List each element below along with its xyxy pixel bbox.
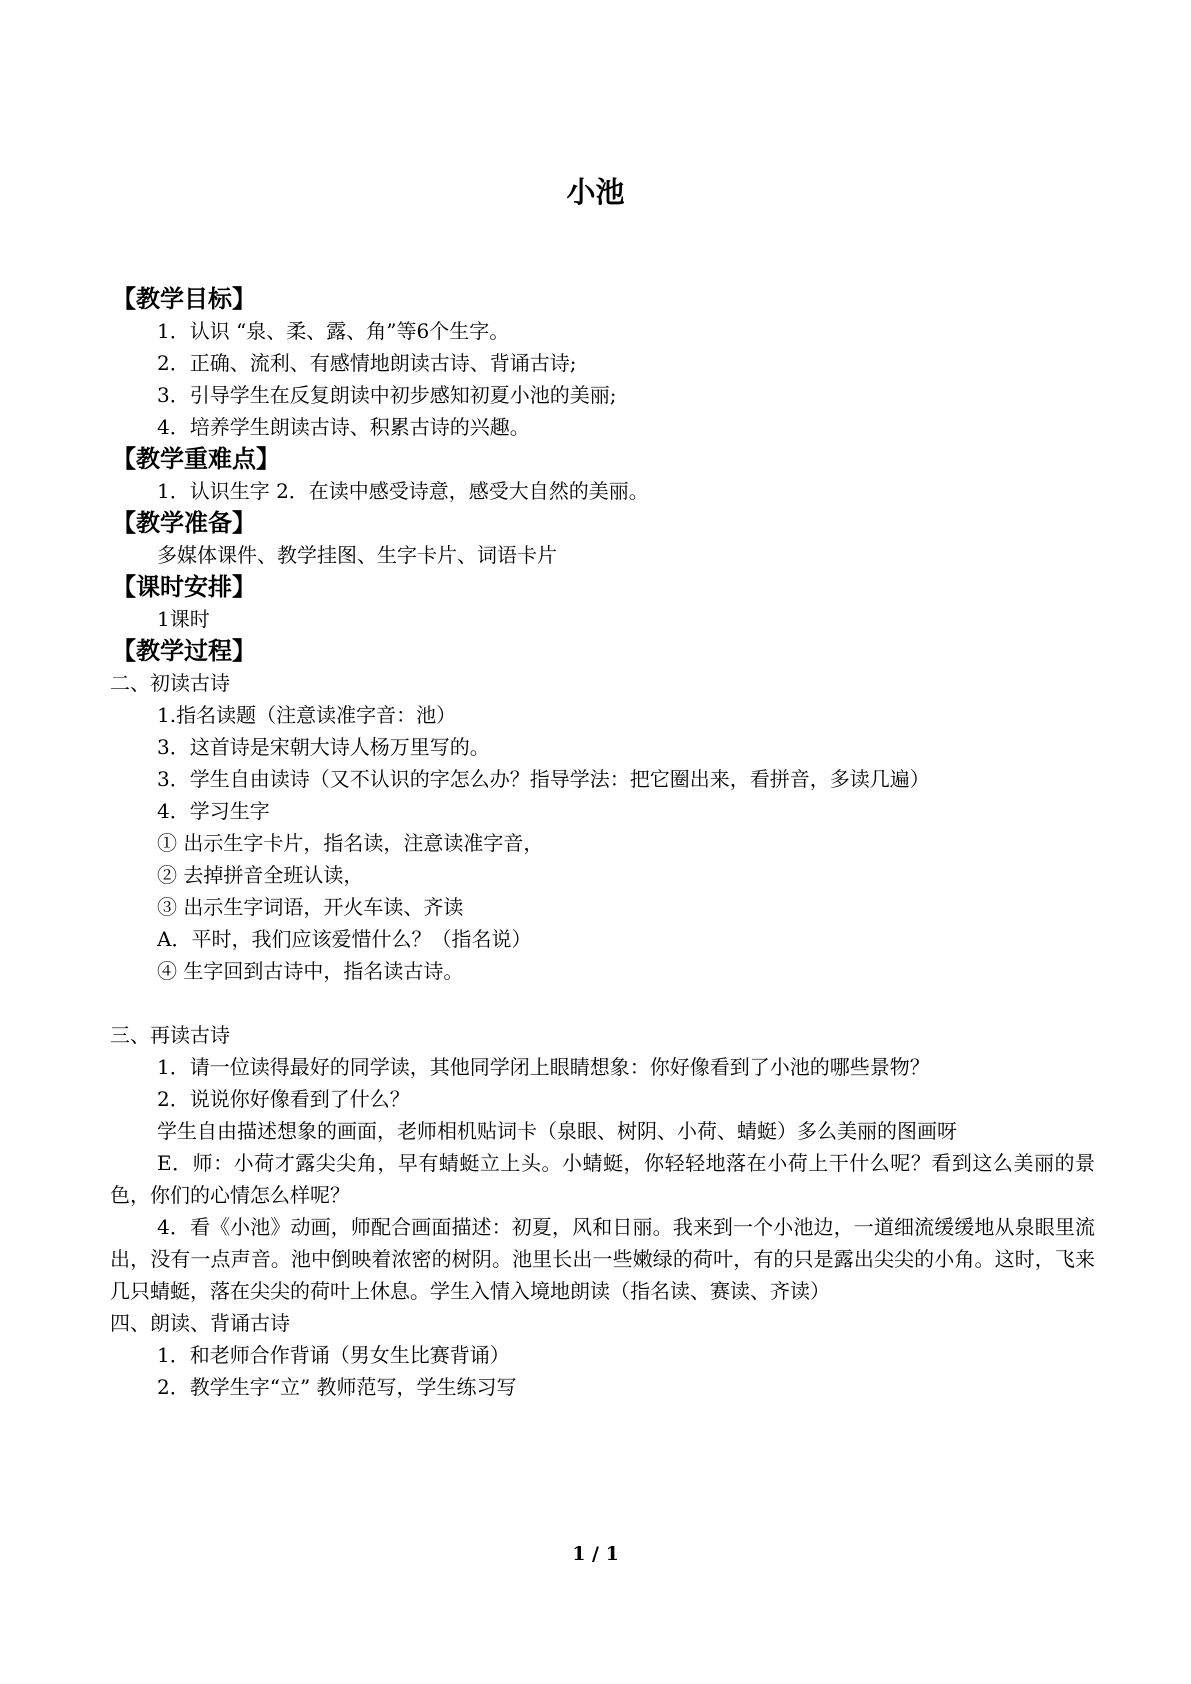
spacer	[110, 987, 1095, 1019]
process-heading: 【教学过程】	[112, 637, 256, 665]
process-step: ① 出示生字卡片，指名读，注意读准字音，	[157, 831, 544, 855]
process-paragraph: 学生自由描述想象的画面，老师相机贴词卡（泉眼、树阴、小荷、蜻蜓）多么美丽的图画呀	[157, 1119, 957, 1143]
objective-item: 1．认识 “泉、柔、露、角”等6个生字。	[157, 319, 510, 343]
preparation-heading: 【教学准备】	[112, 509, 256, 537]
process-step: ② 去掉拼音全班认读，	[157, 863, 364, 887]
process-step: 2．说说你好像看到了什么？	[157, 1087, 410, 1111]
process-step: 4．学习生字	[157, 799, 270, 823]
process-part4-title: 四、朗读、背诵古诗	[110, 1311, 290, 1335]
process-step: ③ 出示生字词语，开火车读、齐读	[157, 895, 464, 919]
objectives-heading: 【教学目标】	[112, 285, 256, 313]
process-step: 2．教学生字“立” 教师范写，学生练习写	[157, 1375, 517, 1399]
process-step: A．平时，我们应该爱惜什么？（指名说）	[157, 927, 532, 951]
objective-item: 3．引导学生在反复朗读中初步感知初夏小池的美丽;	[157, 383, 617, 407]
process-step: 1．请一位读得最好的同学读，其他同学闭上眼睛想象：你好像看到了小池的哪些景物？	[157, 1055, 930, 1079]
key-points-heading: 【教学重难点】	[112, 445, 280, 473]
schedule-heading: 【课时安排】	[112, 573, 256, 601]
process-part3-title: 三、再读古诗	[110, 1023, 230, 1047]
process-step: ④ 生字回到古诗中，指名读古诗。	[157, 959, 464, 983]
objective-item: 4．培养学生朗读古诗、积累古诗的兴趣。	[157, 415, 530, 439]
page-number: 1 / 1	[572, 1543, 619, 1565]
process-paragraph: E．师：小荷才露尖尖角，早有蜻蜓立上头。小蜻蜓，你轻轻地落在小荷上干什么呢？看到这么美丽的景色，你们的心情怎么样呢？	[110, 1151, 1095, 1207]
key-point-item: 1．认识生字 2．在读中感受诗意，感受大自然的美丽。	[157, 479, 649, 503]
document-body	[110, 283, 1095, 1403]
schedule-item: 1课时	[157, 607, 210, 631]
process-step: 3．这首诗是宋朝大诗人杨万里写的。	[157, 735, 490, 759]
process-step: 1.指名读题（注意读准字音：池）	[157, 703, 457, 727]
process-step: 1．和老师合作背诵（男女生比赛背诵）	[157, 1343, 510, 1367]
process-part2-title: 二、初读古诗	[110, 671, 230, 695]
process-step: 3．学生自由读诗（又不认识的字怎么办？指导学法：把它圈出来，看拼音，多读几遍）	[157, 767, 930, 791]
preparation-item: 多媒体课件、教学挂图、生字卡片、词语卡片	[157, 543, 557, 567]
objective-item: 2．正确、流利、有感情地朗读古诗、背诵古诗;	[157, 351, 577, 375]
process-paragraph: 4．看《小池》动画，师配合画面描述：初夏，风和日丽。我来到一个小池边，一道细流缓缓地从泉眼里流出，没有一点声音。池中倒映着浓密的树阴。池里长出一些嫩绿的荷叶，有的只是露出尖尖的小角。这时，飞来几只蜻蜓，落在尖尖的荷叶上休息。学生入情入境地朗读（指名读、赛读、齐读）	[110, 1215, 1095, 1303]
page-title: 小池	[566, 175, 625, 209]
